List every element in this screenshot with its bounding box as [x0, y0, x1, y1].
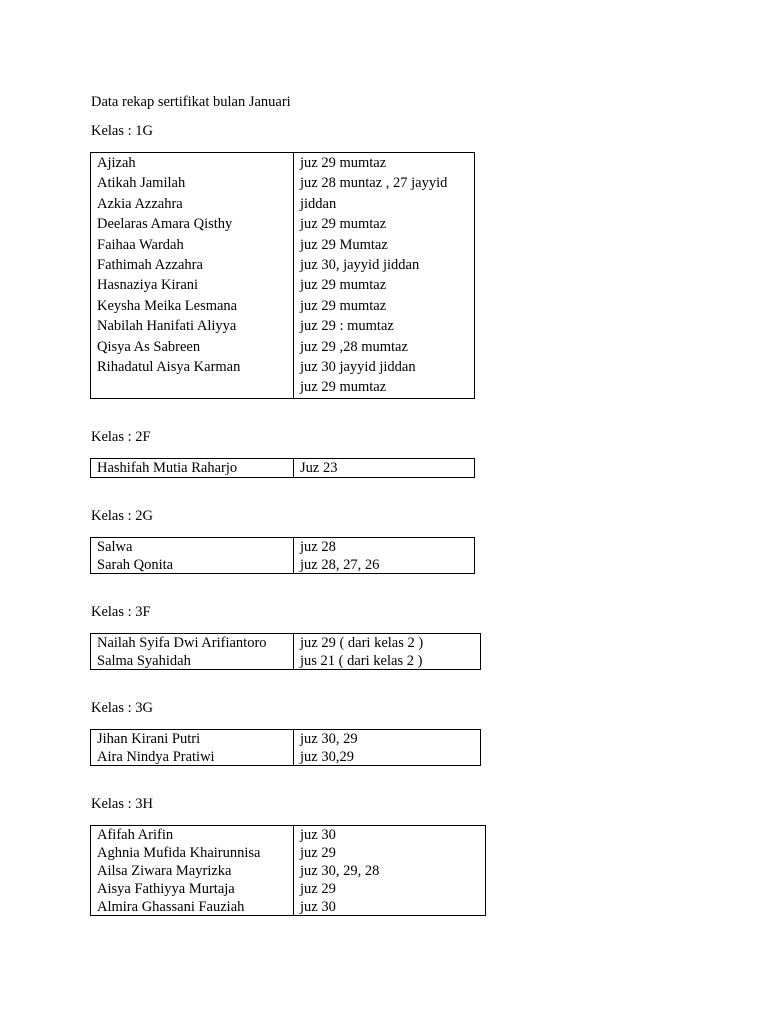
student-name: Faihaa Wardah — [97, 236, 184, 253]
certificate-value: juz 29 mumtaz — [300, 297, 387, 314]
student-name: Jihan Kirani Putri — [97, 731, 201, 747]
names-column — [91, 634, 294, 669]
certificate-value: Juz 23 — [300, 460, 338, 476]
student-name: Deelaras Amara Qisthy — [97, 216, 233, 233]
student-name: Hasnaziya Kirani — [97, 277, 199, 294]
certificate-value: juz 30 — [300, 827, 336, 843]
certificate-value: juz 29 — [300, 845, 336, 861]
names-column — [91, 538, 294, 573]
certificate-value: juz 30, 29, 28 — [300, 863, 380, 879]
certificate-value: juz 29 mumtaz — [300, 216, 387, 233]
student-name: Afifah Arifin — [97, 827, 174, 843]
certificate-value: juz 30, jayyid jiddan — [300, 257, 420, 274]
student-name: Azkia Azzahra — [97, 195, 183, 212]
student-name: Nabilah Hanifati Aliyya — [97, 318, 237, 335]
student-name: Atikah Jamilah — [97, 175, 186, 192]
certificate-value: juz 28, 27, 26 — [300, 557, 380, 573]
table-1g — [90, 152, 475, 399]
certificate-value: juz 29 Mumtaz — [300, 236, 388, 253]
table-2f — [90, 458, 475, 478]
values-column — [294, 634, 480, 669]
student-name: Rihadatul Aisya Karman — [97, 359, 241, 376]
student-name: Sarah Qonita — [97, 557, 174, 573]
certificate-value: juz 30,29 — [300, 749, 354, 765]
certificate-value: juz 30 — [300, 899, 336, 915]
certificate-value: juz 30, 29 — [300, 731, 358, 747]
certificate-value: juz 29 mumtaz — [300, 155, 387, 171]
student-name: Almira Ghassani Fauziah — [97, 899, 245, 915]
section-heading-2g: Kelas : 2G — [91, 508, 154, 524]
student-name: Ajizah — [97, 155, 136, 171]
section-heading-1g: Kelas : 1G — [91, 123, 154, 139]
values-column — [294, 153, 474, 398]
table-3h — [90, 825, 486, 916]
certificate-value: juz 29 ( dari kelas 2 ) — [300, 635, 424, 651]
values-column — [294, 826, 485, 915]
certificate-value: jus 21 ( dari kelas 2 ) — [300, 653, 423, 669]
student-name: Aisya Fathiyya Murtaja — [97, 881, 235, 897]
values-column — [294, 459, 474, 477]
certificate-value: juz 29 ,28 mumtaz — [300, 338, 408, 355]
student-name: Hashifah Mutia Raharjo — [97, 460, 238, 476]
values-column — [294, 538, 474, 573]
certificate-value: juz 29 — [300, 881, 336, 897]
student-name: Aghnia Mufida Khairunnisa — [97, 845, 261, 861]
student-name: Nailah Syifa Dwi Arifiantoro — [97, 635, 267, 651]
student-name: Aira Nindya Pratiwi — [97, 749, 215, 765]
section-heading-3h: Kelas : 3H — [91, 796, 154, 812]
table-3g — [90, 729, 481, 766]
names-column — [91, 730, 294, 765]
certificate-value: juz 29 : mumtaz — [300, 318, 394, 335]
certificate-value: jiddan — [300, 195, 337, 212]
student-name: Ailsa Ziwara Mayrizka — [97, 863, 232, 879]
student-name: Salwa — [97, 539, 133, 555]
student-name: Qisya As Sabreen — [97, 338, 201, 355]
table-2g — [90, 537, 475, 574]
section-heading-3f: Kelas : 3F — [91, 604, 151, 620]
certificate-value: juz 29 mumtaz — [300, 277, 387, 294]
certificate-value: juz 28 muntaz , 27 jayyid — [300, 175, 448, 192]
certificate-value: juz 30 jayyid jiddan — [300, 359, 416, 376]
section-heading-2f: Kelas : 2F — [91, 429, 151, 445]
student-name: Keysha Meika Lesmana — [97, 297, 238, 314]
document-title: Data rekap sertifikat bulan Januari — [91, 94, 291, 110]
student-name: Fathimah Azzahra — [97, 257, 203, 274]
table-3f — [90, 633, 481, 670]
names-column — [91, 153, 294, 398]
certificate-value: juz 28 — [300, 539, 336, 555]
section-heading-3g: Kelas : 3G — [91, 700, 154, 716]
values-column — [294, 730, 480, 765]
certificate-value: juz 29 mumtaz — [300, 379, 387, 396]
names-column — [91, 826, 294, 915]
names-column — [91, 459, 294, 477]
student-name: Salma Syahidah — [97, 653, 191, 669]
